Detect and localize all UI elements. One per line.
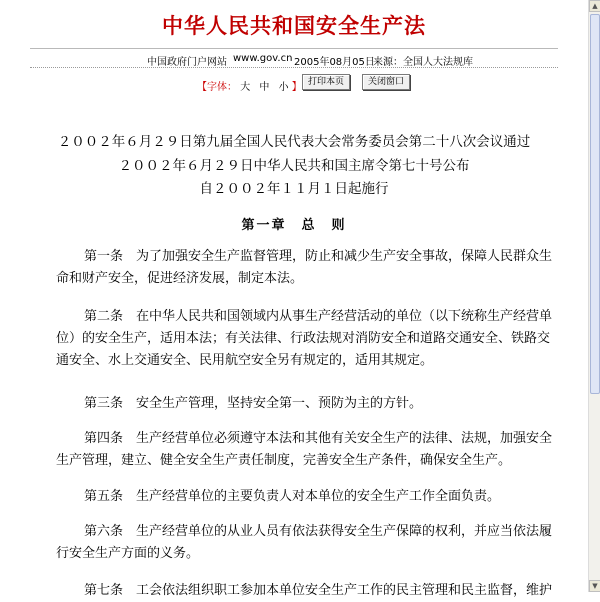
font-medium-link[interactable]: 中 (259, 82, 270, 93)
preamble-line: ２００２年６月２９日第九届全国人民代表大会常务委员会第二十八次会议通过 (57, 134, 531, 150)
divider (30, 48, 558, 49)
chapter-heading: 第一章 总 则 (241, 218, 347, 233)
print-button[interactable]: 打印本页 (302, 74, 350, 90)
article-paragraph: 第六条 生产经营单位的从业人员有依法获得安全生产保障的权利，并应当依法履行安全生产方面的义务。 (56, 524, 553, 561)
scroll-down-icon[interactable]: ▼ (589, 580, 600, 592)
article-paragraph: 第二条 在中华人民共和国领域内从事生产经营活动的单位（以下统称生产经营单位）的安全生产，适用本法；有关法律、行政法规对消防安全和道路交通安全、铁路交通安全、水上交通安全、民用航空安全另有规定的，适用其规定。 (56, 309, 553, 368)
origin: 来源：全国人大法规库 (373, 57, 473, 68)
divider (30, 67, 558, 68)
page-title: 中华人民共和国安全生产法 (162, 13, 426, 38)
preamble-line: 自２００２年１１月１日起施行 (199, 181, 389, 197)
article-paragraph: 第一条 为了加强安全生产监督管理，防止和减少生产安全事故，保障人民群众生命和财产安全，促进经济发展，制定本法。 (56, 249, 553, 286)
scrollbar-thumb[interactable] (590, 14, 600, 394)
preamble-line: ２００２年６月２９日中华人民共和国主席令第七十号公布 (118, 158, 470, 174)
article-paragraph: 第七条 工会依法组织职工参加本单位安全生产工作的民主管理和民主监督，维护 (84, 583, 553, 598)
article-paragraph: 第四条 生产经营单位必须遵守本法和其他有关安全生产的法律、法规，加强安全生产管理，建立、健全安全生产责任制度，完善安全生产条件，确保安全生产。 (56, 431, 553, 468)
site-url: www.gov.cn (233, 53, 293, 64)
vertical-scrollbar[interactable] (588, 0, 600, 592)
font-small-link[interactable]: 小 (278, 82, 289, 93)
publish-date: 2005年08月05日 (294, 57, 375, 68)
font-size-bracket: 】 (291, 82, 302, 93)
font-size-label: 【字体： (197, 82, 237, 93)
close-window-button[interactable]: 关闭窗口 (362, 74, 410, 90)
font-large-link[interactable]: 大 (240, 82, 251, 93)
source-site: 中国政府门户网站 (147, 57, 227, 68)
scroll-up-icon[interactable]: ▲ (589, 0, 600, 12)
article-paragraph: 第三条 安全生产管理，坚持安全第一、预防为主的方针。 (84, 396, 423, 411)
article-paragraph: 第五条 生产经营单位的主要负责人对本单位的安全生产工作全面负责。 (84, 489, 501, 504)
font-size-switcher (197, 78, 302, 93)
